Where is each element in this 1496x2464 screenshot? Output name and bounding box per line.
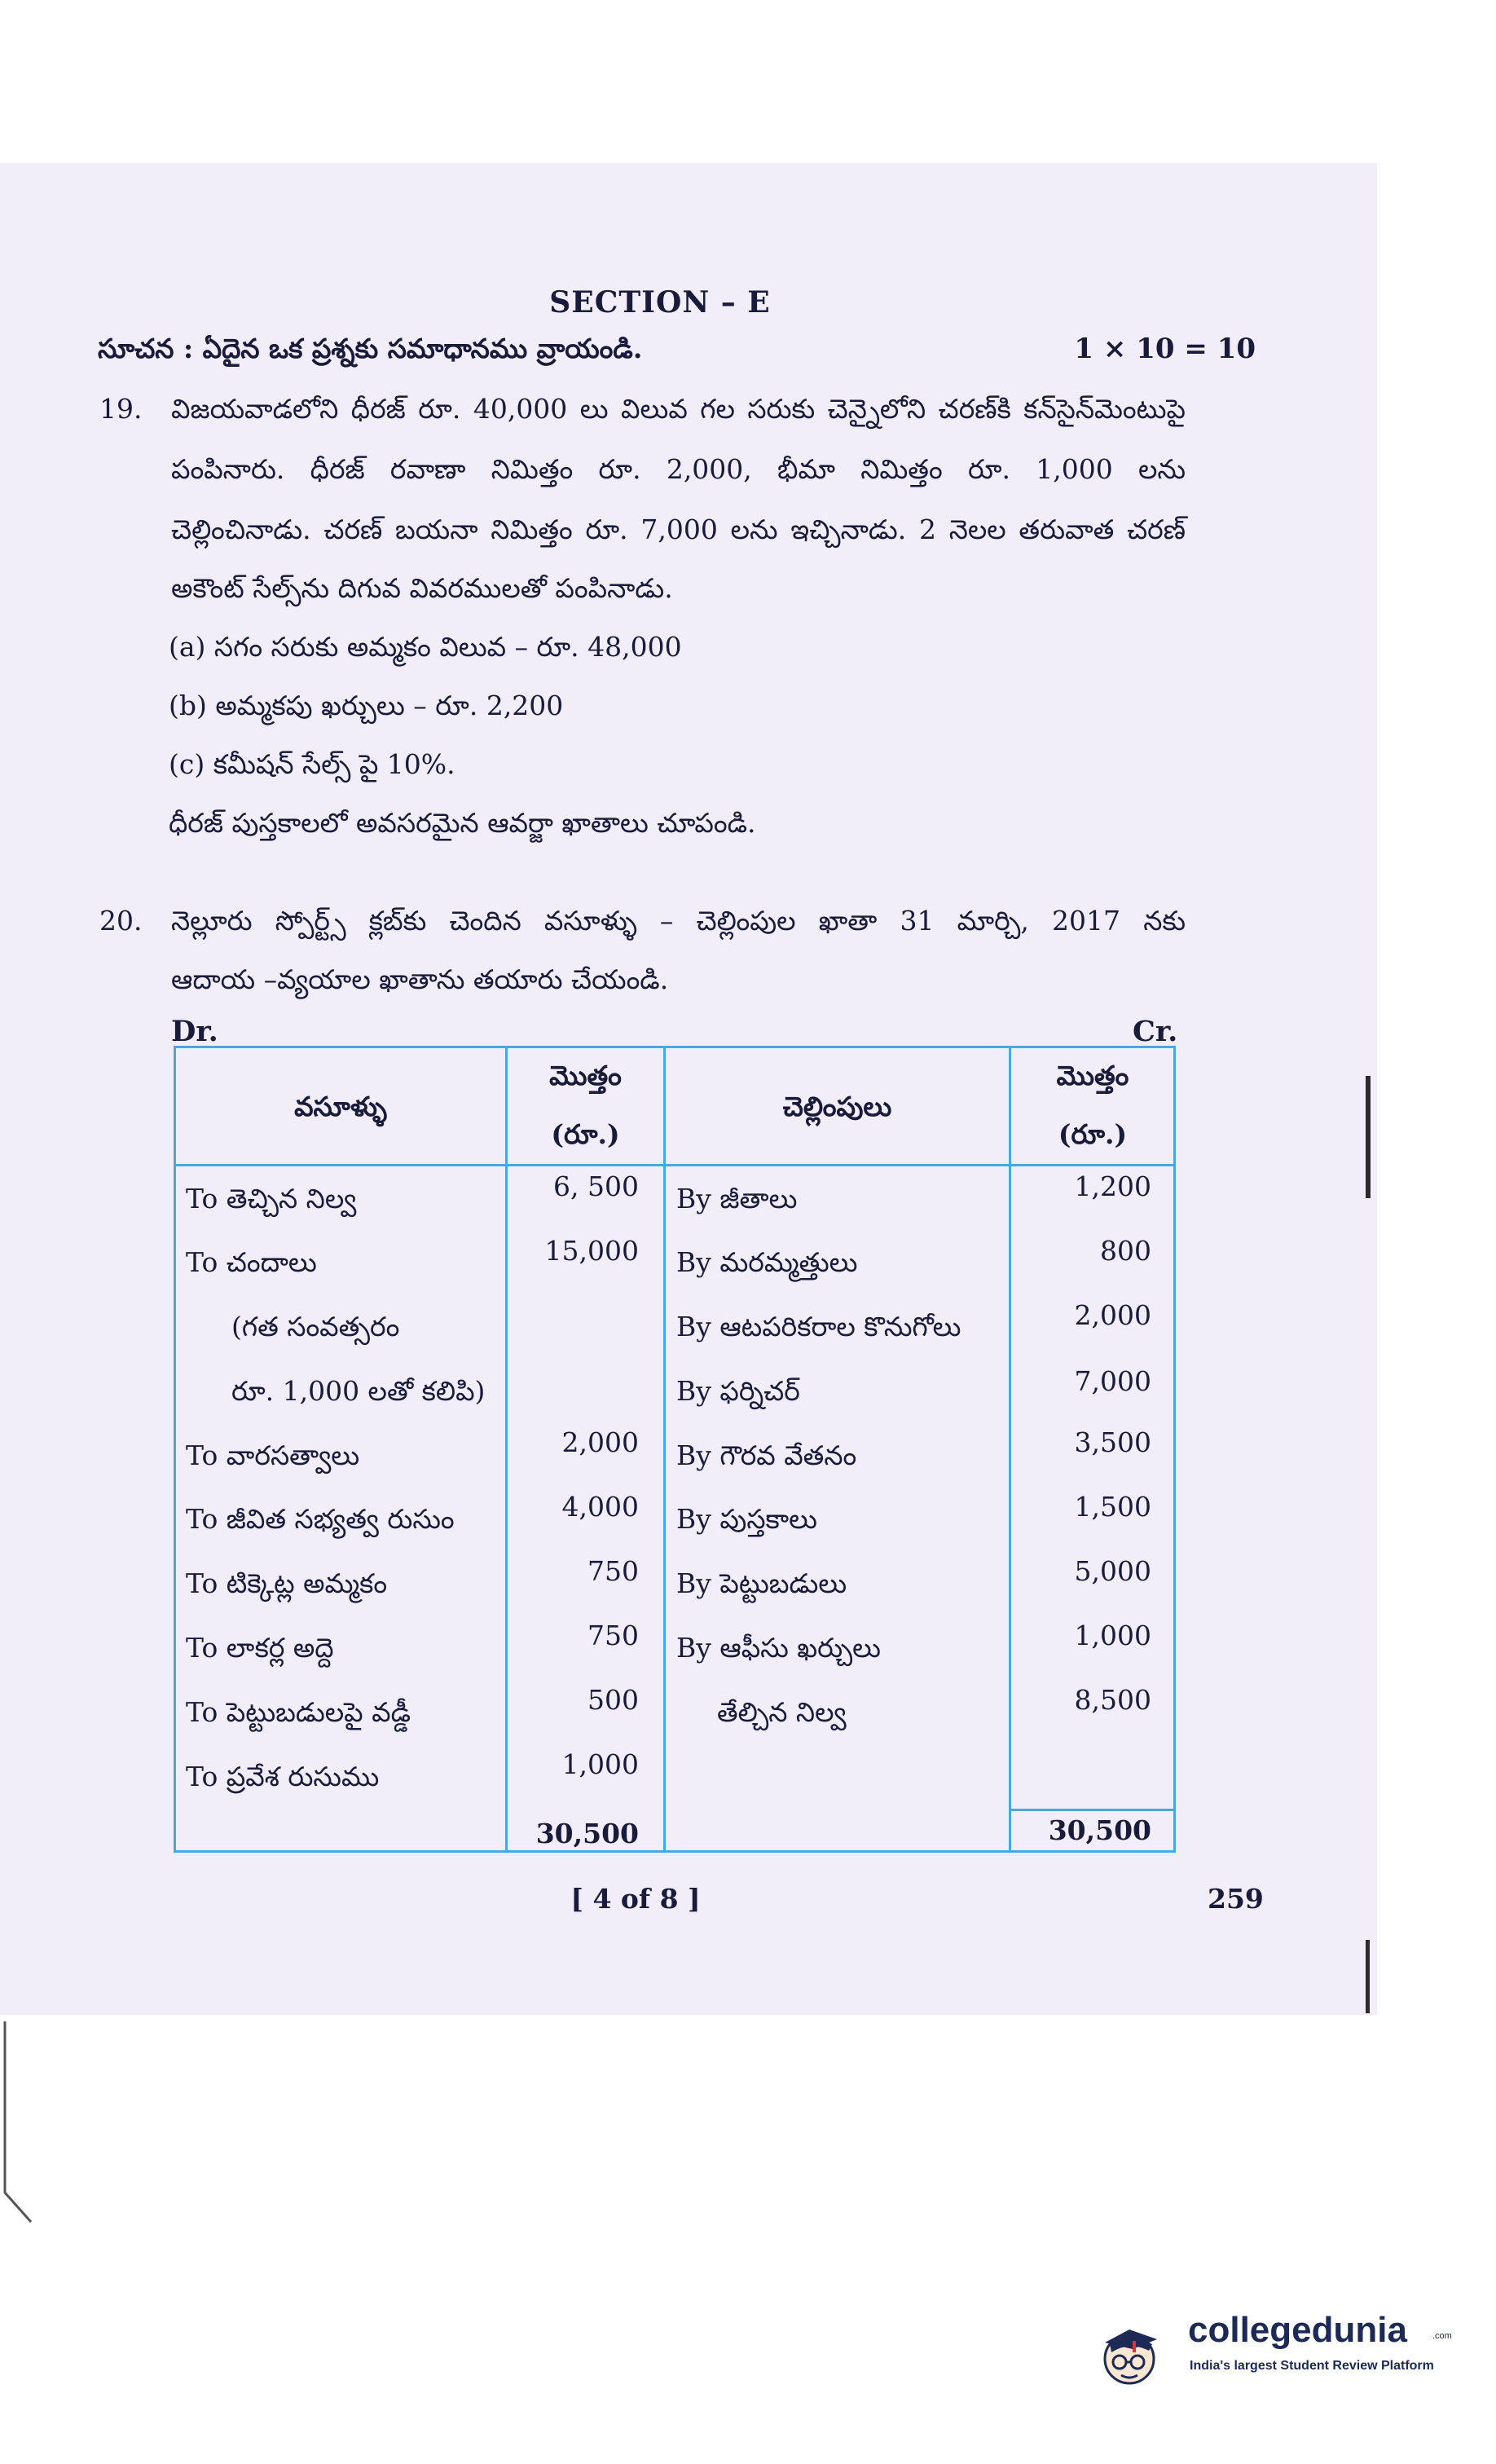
receipt-label: To టిక్కెట్ల అమ్మకం [186, 1567, 388, 1599]
payment-label: By ఫర్నిచర్ [676, 1375, 800, 1407]
header-divider [176, 1164, 1173, 1166]
receipt-amount: 4,000 [561, 1491, 639, 1523]
question-19-line: అకౌంట్ సేల్స్‌ను దిగువ వివరములతో పంపినాడు. [171, 572, 673, 604]
payment-amount: 2,000 [1074, 1299, 1151, 1331]
receipt-label: (గత సంవత్సరం [231, 1311, 400, 1342]
receipt-amount: 750 [587, 1555, 639, 1587]
brand-domain: .com [1432, 2331, 1452, 2341]
payment-amount: 1,200 [1074, 1170, 1151, 1202]
receipt-label: To చందాలు [186, 1246, 317, 1278]
payment-amount: 8,500 [1074, 1684, 1151, 1716]
page-edge-shadow [1366, 1940, 1370, 2013]
question-19-item: (b) అమ్మకపు ఖర్చులు – రూ. 2,200 [169, 690, 564, 721]
brand-name: collegedunia [1188, 2310, 1407, 2350]
payment-label: By గౌరవ వేతనం [676, 1439, 857, 1471]
payment-amount: 7,000 [1074, 1365, 1151, 1397]
question-20-line: నెల్లూరు స్పోర్ట్స్ క్లబ్‌కు చెందిన వసూళ్ళు – చెల్లింపుల ఖాతా 31 మార్చి, 2017 నకు [171, 905, 1186, 937]
question-19-item: (a) సగం సరుకు అమ్మకం విలువ – రూ. 48,000 [169, 631, 682, 663]
receipt-amount: 750 [587, 1620, 639, 1651]
payments-total: 30,500 [1048, 1814, 1151, 1846]
receipt-amount: 500 [587, 1684, 639, 1716]
receipt-label: To లాకర్ల అద్దె [186, 1632, 334, 1664]
receipt-label: To జీవిత సభ్యత్వ రుసుం [186, 1503, 455, 1535]
brand-tagline: India's largest Student Review Platform [1190, 2359, 1434, 2373]
question-20-number: 20. [99, 905, 143, 937]
question-19-line: చెల్లించినాడు. చరణ్ బయనా నిమిత్తం రూ. 7,000 లను ఇచ్చినాడు. 2 నెలల తరువాత చరణ్ [171, 514, 1186, 545]
question-19-line: విజయవాడలోని ధీరజ్ రూ. 40,000 లు విలువ గల సరుకు చెన్నైలోని చరణ్‌కి కన్‌సైన్‌మెంటుపై [171, 393, 1186, 425]
payments-header: చెల్లింపులు [782, 1091, 892, 1122]
payment-label: By పెట్టుబడులు [676, 1567, 847, 1599]
payment-amount: 3,500 [1074, 1426, 1151, 1458]
page-number: [ 4 of 8 ] [570, 1883, 701, 1915]
receipt-label: To వారసత్వాలు [186, 1439, 360, 1471]
question-19-closing: ధీరజ్ పుస్తకాలలో అవసరమైన ఆవర్జా ఖాతాలు చూపండి. [169, 807, 756, 839]
page-edge-shadow [1366, 1076, 1371, 1198]
receipt-label: To పెట్టుబడులపై వడ్డీ [186, 1696, 411, 1728]
column-divider [663, 1048, 666, 1850]
receipt-label: To తెచ్చిన నిల్వ [186, 1183, 357, 1214]
question-19-number: 19. [99, 393, 143, 425]
receipts-payments-table [174, 1046, 1176, 1853]
receipts-amount-unit: (రూ.) [551, 1118, 620, 1150]
receipt-amount: 15,000 [544, 1235, 639, 1267]
payment-label: By మరమ్మత్తులు [676, 1246, 858, 1278]
credit-label: Cr. [1133, 1015, 1178, 1048]
question-19-line: పంపినారు. ధీరజ్ రవాణా నిమిత్తం రూ. 2,000, భీమా నిమిత్తం రూ. 1,000 లను [171, 453, 1186, 485]
payments-amount-header: మొత్తం [1056, 1060, 1129, 1091]
paper-code: 259 [1208, 1883, 1264, 1915]
receipt-amount: 6, 500 [553, 1170, 639, 1202]
payment-amount: 800 [1100, 1235, 1151, 1267]
payment-amount: 5,000 [1074, 1555, 1151, 1587]
payments-amount-unit: (రూ.) [1058, 1118, 1128, 1150]
mascot-icon [1092, 2312, 1173, 2393]
question-20-line: ఆదాయ –వ్యయాల ఖాతాను తయారు చేయండి. [171, 963, 669, 995]
payment-label: By జీతాలు [676, 1183, 798, 1214]
debit-label: Dr. [171, 1015, 218, 1048]
payment-amount: 1,000 [1074, 1620, 1151, 1651]
receipts-amount-header: మొత్తం [549, 1060, 622, 1091]
instruction-text: సూచన : ఏదైన ఒక ప్రశ్నకు సమాధానము వ్రాయండి. [98, 333, 643, 364]
receipts-total: 30,500 [535, 1818, 639, 1849]
payment-label: By ఆఫీసు ఖర్చులు [676, 1632, 881, 1664]
collegedunia-watermark [1092, 2307, 1450, 2396]
payment-label: By ఆటపరికరాల కొనుగోలు [676, 1311, 961, 1342]
receipt-label: రూ. 1,000 లతో కలిపి) [231, 1375, 486, 1407]
receipt-amount: 1,000 [561, 1748, 639, 1780]
payment-label: By పుస్తకాలు [676, 1503, 817, 1535]
question-19-item: (c) కమీషన్ సేల్స్ పై 10%. [169, 748, 455, 780]
receipt-amount: 2,000 [561, 1426, 639, 1458]
marks-allocation: 1 × 10 = 10 [1074, 333, 1256, 365]
paper-corner-mark [0, 2021, 33, 2225]
section-title: SECTION – E [549, 285, 771, 320]
receipts-header: వసూళ్ళు [294, 1091, 387, 1122]
receipt-label: To ప్రవేశ రుసుము [186, 1761, 380, 1792]
payment-label: తేల్చిన నిల్వ [717, 1696, 847, 1728]
payments-total-rule [1009, 1809, 1173, 1811]
payment-amount: 1,500 [1074, 1491, 1151, 1523]
